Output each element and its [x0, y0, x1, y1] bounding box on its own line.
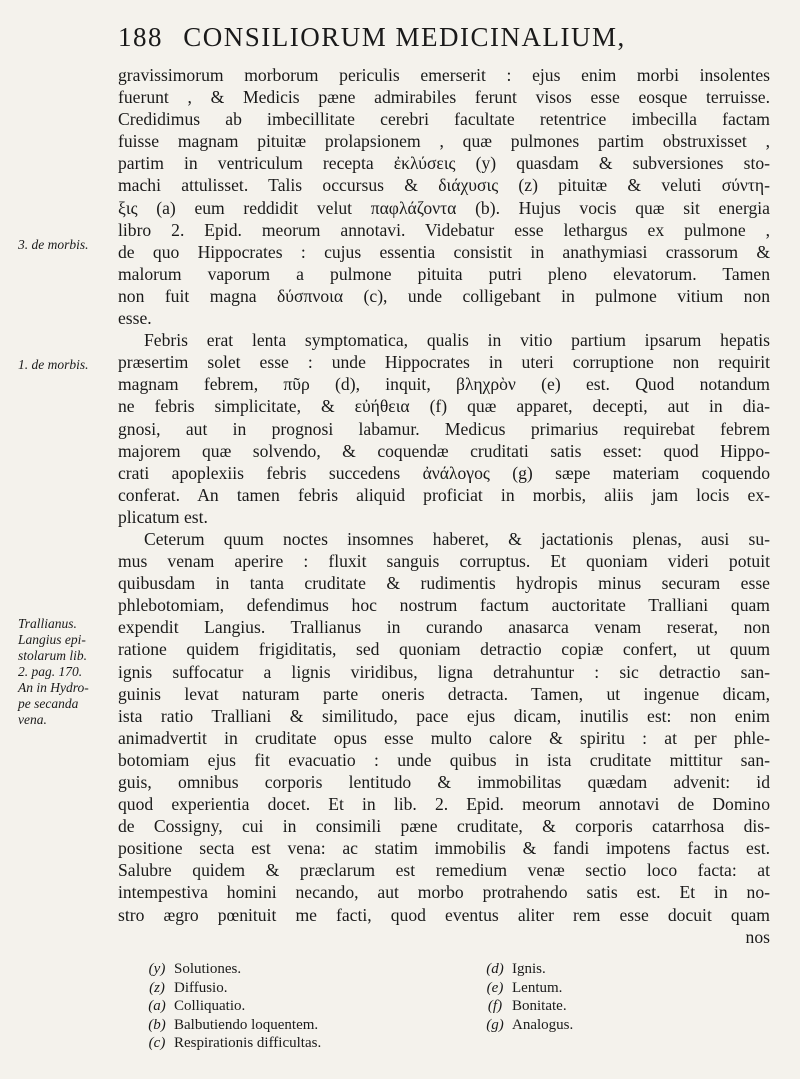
text-line: fuerunt , & Medicis pæne admirabiles ferunt visos esse eosque terruisse.: [118, 87, 770, 108]
text-line: Salubre quidem & præclarum est remedium venæ sectio loco facta: at: [118, 860, 770, 881]
margin-note-line: An in Hydro-: [18, 680, 89, 695]
text-line: plicatum est.: [118, 506, 208, 527]
text-line: quod experientia docet. Et in lib. 2. Epid. meorum annotavi de Domino: [118, 794, 770, 815]
text-line: malorum vaporum a pulmone pituita putri pleno elevatorum. Tamen: [118, 263, 770, 284]
margin-note-line: 2. pag. 170.: [18, 664, 83, 679]
margin-note-line: vena.: [18, 712, 47, 727]
text-line: stro ægro pœnituit me facti, quod eventus aliter rem esse docuit quam: [118, 904, 770, 925]
footnote: (d) Ignis.: [486, 961, 546, 977]
text-line: majorem quæ solvendo, & coquendæ cruditati satis esset: quod Hippo-: [118, 440, 770, 461]
text-line: ξις (a) eum reddidit velut παφλάζοντα (b). Hujus vocis quæ sit energia: [118, 197, 770, 218]
running-header: [118, 22, 718, 53]
text-line: de quo Hippocrates : cujus essentia consistit in anathymiasi crassorum &: [118, 241, 770, 262]
footnote: (e) Lentum.: [486, 979, 563, 996]
text-line: non fuit magna δύσπνοια (c), unde colligebant in pulmone vitium non: [118, 285, 770, 306]
text-line: ne febris simplicitate, & εὐήθεια (f) quæ apparet, decepti, aut in dia-: [118, 396, 770, 417]
text-line: præsertim solet esse : unde Hippocrates in uteri corruptione non requirit: [118, 352, 770, 373]
footnote: (a) Colliquatio.: [148, 998, 246, 1014]
margin-note: [18, 237, 118, 253]
margin-note-line: Trallianus.: [18, 616, 77, 631]
footnotes-right: [478, 960, 573, 1034]
text-line: expendit Langius. Trallianus in curando anasarca venam reserat, non: [118, 617, 770, 638]
text-line: partim in ventriculum recepta ἐκλύσεις (y) quasdam & subversiones sto-: [118, 153, 770, 174]
text-line: crati apoplexiis febris succedens ἀνάλογος (g) sæpe materiam coquendo: [118, 462, 770, 483]
footnote: (c) Respirationis difficultas.: [148, 1035, 322, 1051]
text-line: guinis levat naturam parte oneris detracta. Tamen, ut ingenue dicam,: [118, 683, 770, 704]
footnote: (g) Analogus.: [486, 1016, 574, 1033]
page-number: 188: [118, 22, 163, 52]
text-line: guis, omnibus corporis lentitudo & immobilitas quædam advenit: id: [118, 772, 770, 792]
text-line: magnam febrem, πῦρ (d), inquit, βληχρὸν (e) est. Quod notandum: [118, 374, 770, 395]
text-line: fuisse magnam pituitæ prolapsionem , quæ pulmones partim obstruxisset ,: [118, 131, 770, 152]
text-line: Credidimus ab imbecillitate cerebri facultate retentrice imbecilla factam: [118, 109, 770, 130]
text-line: Ceterum quum noctes insomnes haberet, & jactationis plenas, ausi su-: [144, 528, 770, 549]
text-line: ista ratio Tralliani & similitudo, pace ejus dicam, inutilis est: non enim: [118, 705, 770, 726]
running-title: CONSILIORUM MEDICINALIUM,: [183, 22, 626, 52]
text-line: intempestiva homini necando, aut morbo protrahendo satis est. Et in no-: [118, 882, 770, 903]
margin-note-line: pe secanda: [18, 696, 79, 711]
text-line: esse.: [118, 308, 152, 329]
text-line: nos: [745, 926, 770, 947]
text-line: ignis suffocatur a lignis viridibus, ligna detrahuntur : sic detractio san-: [118, 661, 770, 682]
footnote: (y) Solutiones.: [148, 961, 242, 977]
text-line: machi attulisset. Talis occursus & διάχυσις (z) pituitæ & veluti σύντη-: [118, 175, 770, 196]
text-line: conferat. An tamen febris aliquid proficiat in morbis, aliis jam locis ex-: [118, 484, 770, 505]
footnote: (b) Balbutiendo loquentem.: [148, 1016, 319, 1033]
text-line: de Cossigny, cui in consimili pæne cruditate, & corporis catarrhosa dis-: [118, 816, 770, 837]
text-line: gnosi, aut in prognosi labamur. Medicus primarius requirebat febrem: [118, 418, 770, 439]
footnote: (f) Bonitate.: [487, 998, 567, 1014]
margin-note: [18, 357, 118, 373]
margin-note-line: 1. de morbis.: [18, 357, 89, 372]
margin-note-line: Langius epi-: [18, 632, 86, 647]
footnote: (z) Diffusio.: [149, 979, 228, 996]
footnotes-left: [140, 960, 321, 1053]
margin-note: [18, 616, 118, 728]
text-line: botomiam ejus fit evacuatio : unde quibus in ista cruditate mittitur san-: [118, 749, 770, 770]
text-line: libro 2. Epid. meorum annotavi. Videbatur esse lethargus ex pulmone ,: [118, 219, 770, 240]
margin-note-line: stolarum lib.: [18, 648, 88, 663]
text-line: phlebotomiam, defendimus hoc nostrum factum auctoritate Tralliani quam: [118, 595, 770, 616]
text-line: positione secta est vena: ac statim immobilis & fandi impotens factus est.: [118, 838, 770, 859]
text-line: gravissimorum morborum periculis emerserit : ejus enim morbi insolentes: [118, 65, 770, 85]
text-line: ratione quidem frigiditatis, sed quoniam detractio copiæ confert, ut quum: [118, 639, 770, 660]
text-line: Febris erat lenta symptomatica, qualis in vitio partium ipsarum hepatis: [144, 330, 770, 351]
text-line: mus venam aperire : fluxit sanguis corruptus. Et quoniam videri potuit: [118, 551, 770, 572]
main-text: [118, 64, 770, 948]
text-line: quibusdam in tanta cruditate & rudimentis hydropis minus securam esse: [118, 573, 770, 594]
margin-note-line: 3. de morbis.: [18, 237, 89, 252]
text-line: animadvertit in cruditate opus esse multo calore & spiritu : at per phle-: [118, 727, 770, 748]
